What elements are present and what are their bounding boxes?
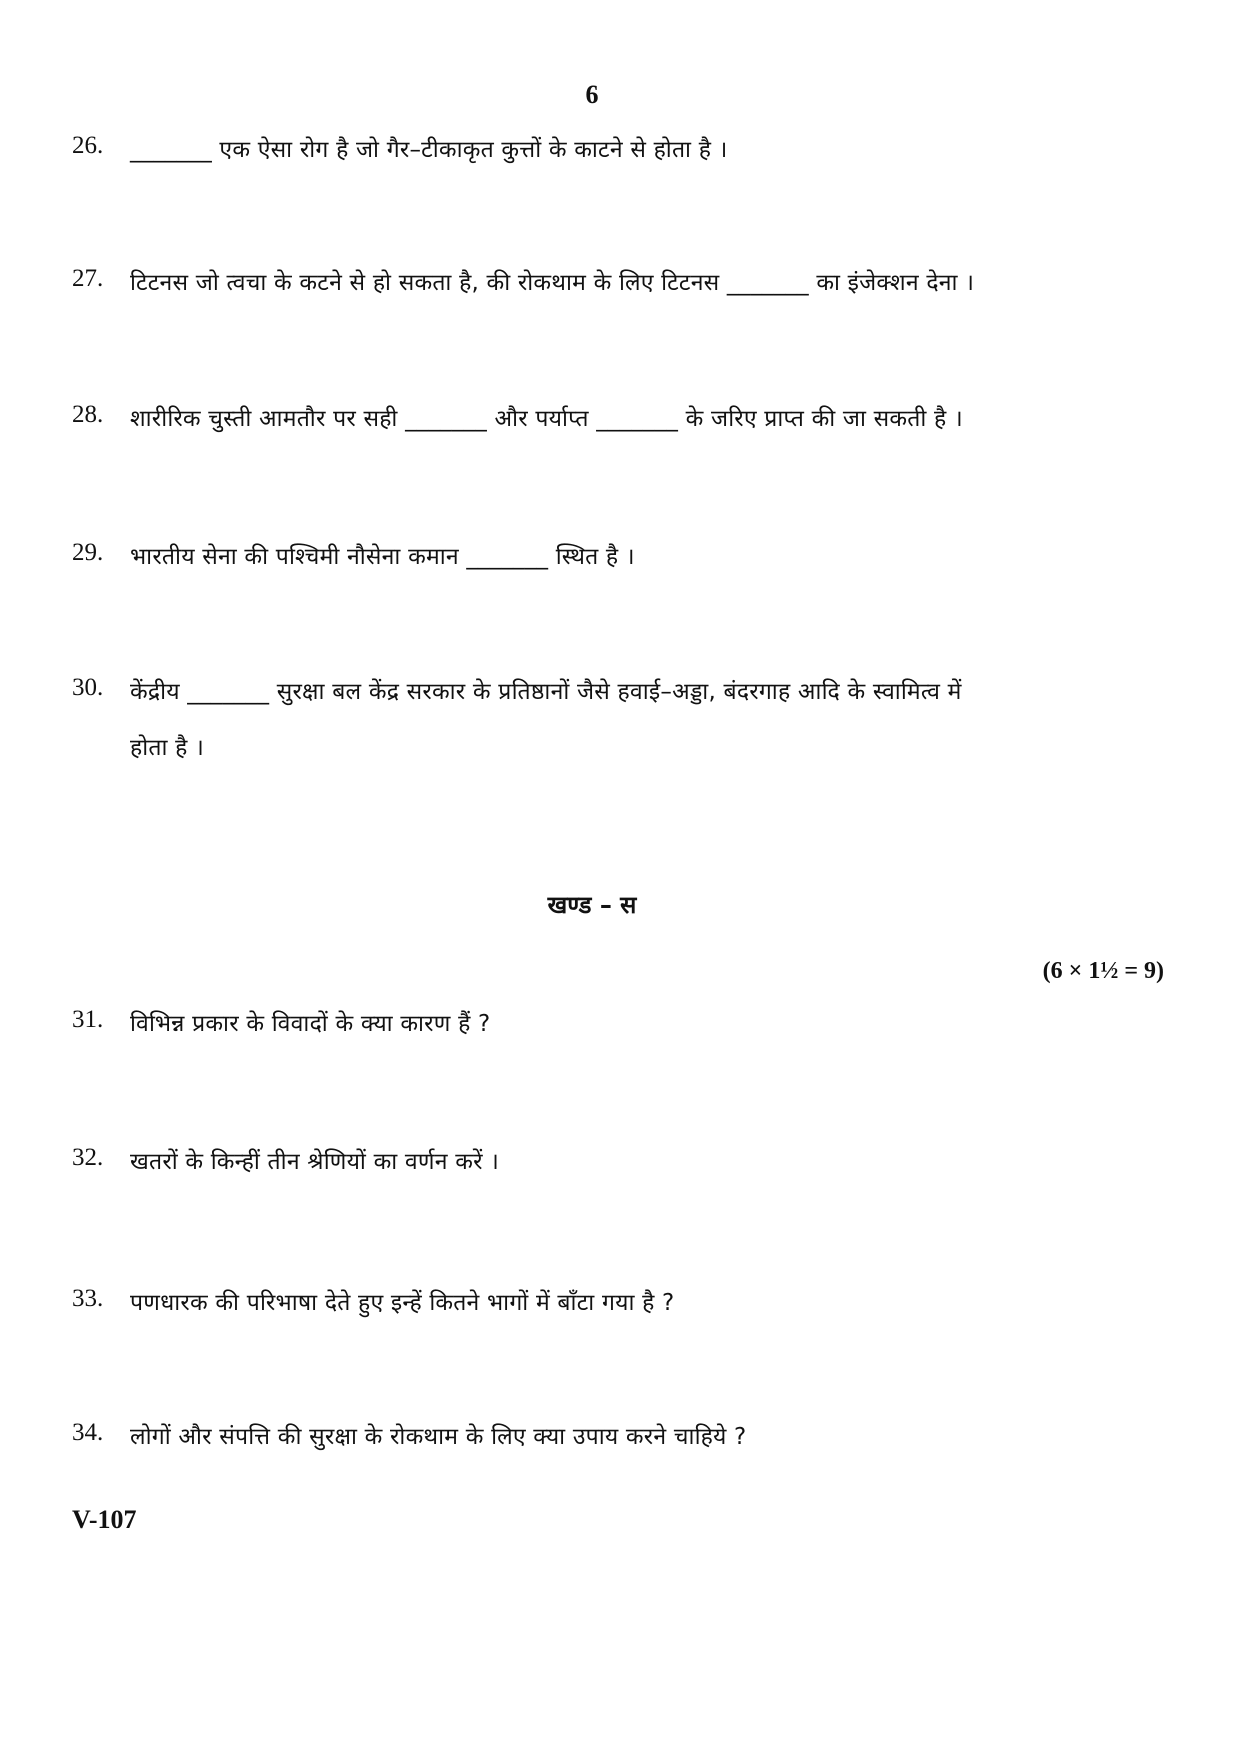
question-text: टिटनस जो त्वचा के कटने से हो सकता है, की रोकथाम के लिए टिटनस _______ का इंजेक्शन देना । [130,270,975,296]
question-text: खतरों के किन्हीं तीन श्रेणियों का वर्णन करें । [130,1149,500,1175]
question-text: शारीरिक चुस्ती आमतौर पर सही _______ और पर्याप्त _______ के जरिए प्राप्त की जा सकती है । [130,406,963,432]
question-number: 29. [72,539,104,566]
question-number: 27. [72,265,104,292]
question-text: लोगों और संपत्ति की सुरक्षा के रोकथाम के लिए क्या उपाय करने चाहिये ? [130,1424,747,1450]
question-number: 26. [72,132,104,159]
question-text: पणधारक की परिभाषा देते हुए इन्हें कितने भागों में बाँटा गया है ? [130,1290,675,1316]
question-text-continued: होता है । [130,735,204,761]
question-number: 33. [72,1285,104,1312]
question-number: 32. [72,1144,104,1171]
question-text: _______ एक ऐसा रोग है जो गैर–टीकाकृत कुत्तों के काटने से होता है । [130,137,728,163]
page-number: 6 [585,80,599,109]
section-title: खण्ड – स [547,891,637,919]
section-marks: (6 × 1½ = 9) [1042,958,1164,984]
question-text: केंद्रीय _______ सुरक्षा बल केंद्र सरकार के प्रतिष्ठानों जैसे हवाई–अड्डा, बंदरगाह आदि के स्वामित्व में [130,679,962,705]
question-number: 31. [72,1006,104,1033]
question-number: 34. [72,1419,104,1446]
question-number: 30. [72,674,104,701]
question-text: भारतीय सेना की पश्चिमी नौसेना कमान _______ स्थित है । [130,544,635,570]
question-number: 28. [72,401,104,428]
paper-code: V-107 [72,1505,137,1534]
question-text: विभिन्न प्रकार के विवादों के क्या कारण हैं ? [130,1011,491,1037]
